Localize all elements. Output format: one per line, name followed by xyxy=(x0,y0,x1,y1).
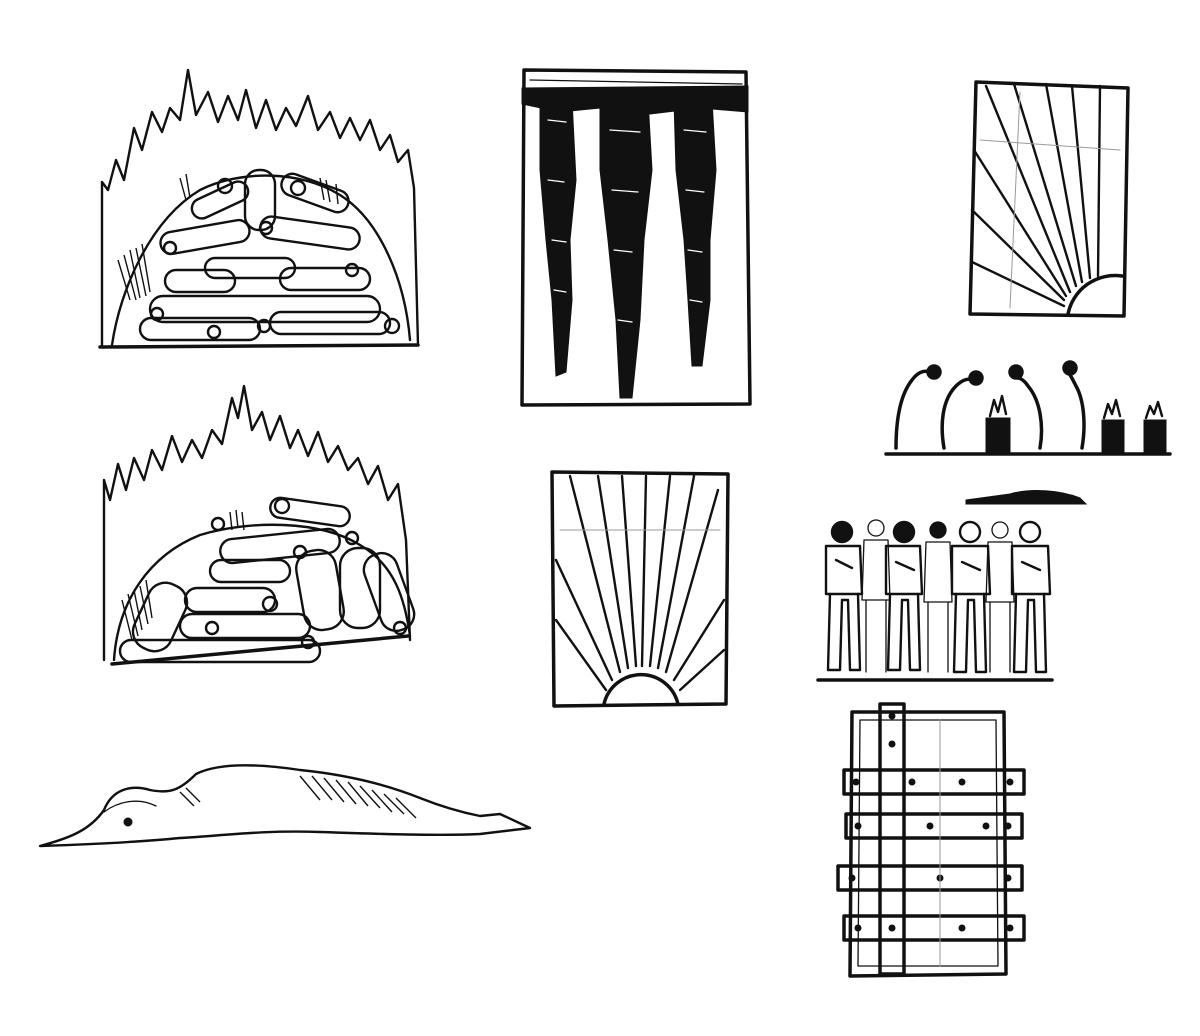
clothing-hatching xyxy=(180,776,416,818)
sun-arc xyxy=(604,675,678,704)
sun-rays xyxy=(972,84,1100,306)
flames-outline xyxy=(102,70,418,345)
burning-cans xyxy=(986,396,1166,452)
sun-rays xyxy=(556,476,724,690)
panel-hanging-figures xyxy=(522,70,750,405)
panel-boarded-door xyxy=(838,704,1024,976)
ground-line xyxy=(100,345,418,347)
soldier-row xyxy=(826,520,1050,672)
hanging-figure-left xyxy=(540,100,576,376)
panel-lying-figure xyxy=(40,765,530,846)
flames-outline xyxy=(104,386,410,660)
eye xyxy=(124,818,132,826)
hanging-figure-right xyxy=(674,100,716,366)
panel-sunburst-1 xyxy=(970,82,1128,316)
panel-pile-fire-1 xyxy=(100,70,418,347)
sun-arc xyxy=(1068,275,1122,314)
panel-saluting-soldiers xyxy=(818,520,1052,680)
bodies-pile xyxy=(112,170,410,345)
door-frame xyxy=(850,712,1006,976)
panel-pile-fire-2 xyxy=(104,386,419,664)
horizontal-planks xyxy=(838,770,1024,940)
panel-sunburst-2 xyxy=(552,472,728,706)
nails xyxy=(849,713,1013,931)
hair xyxy=(104,801,156,812)
distant-lying-figure xyxy=(966,491,1086,504)
hanging-figure-middle xyxy=(600,100,652,398)
bodies-pile xyxy=(114,497,419,662)
panel-mourning-figures xyxy=(886,362,1170,454)
